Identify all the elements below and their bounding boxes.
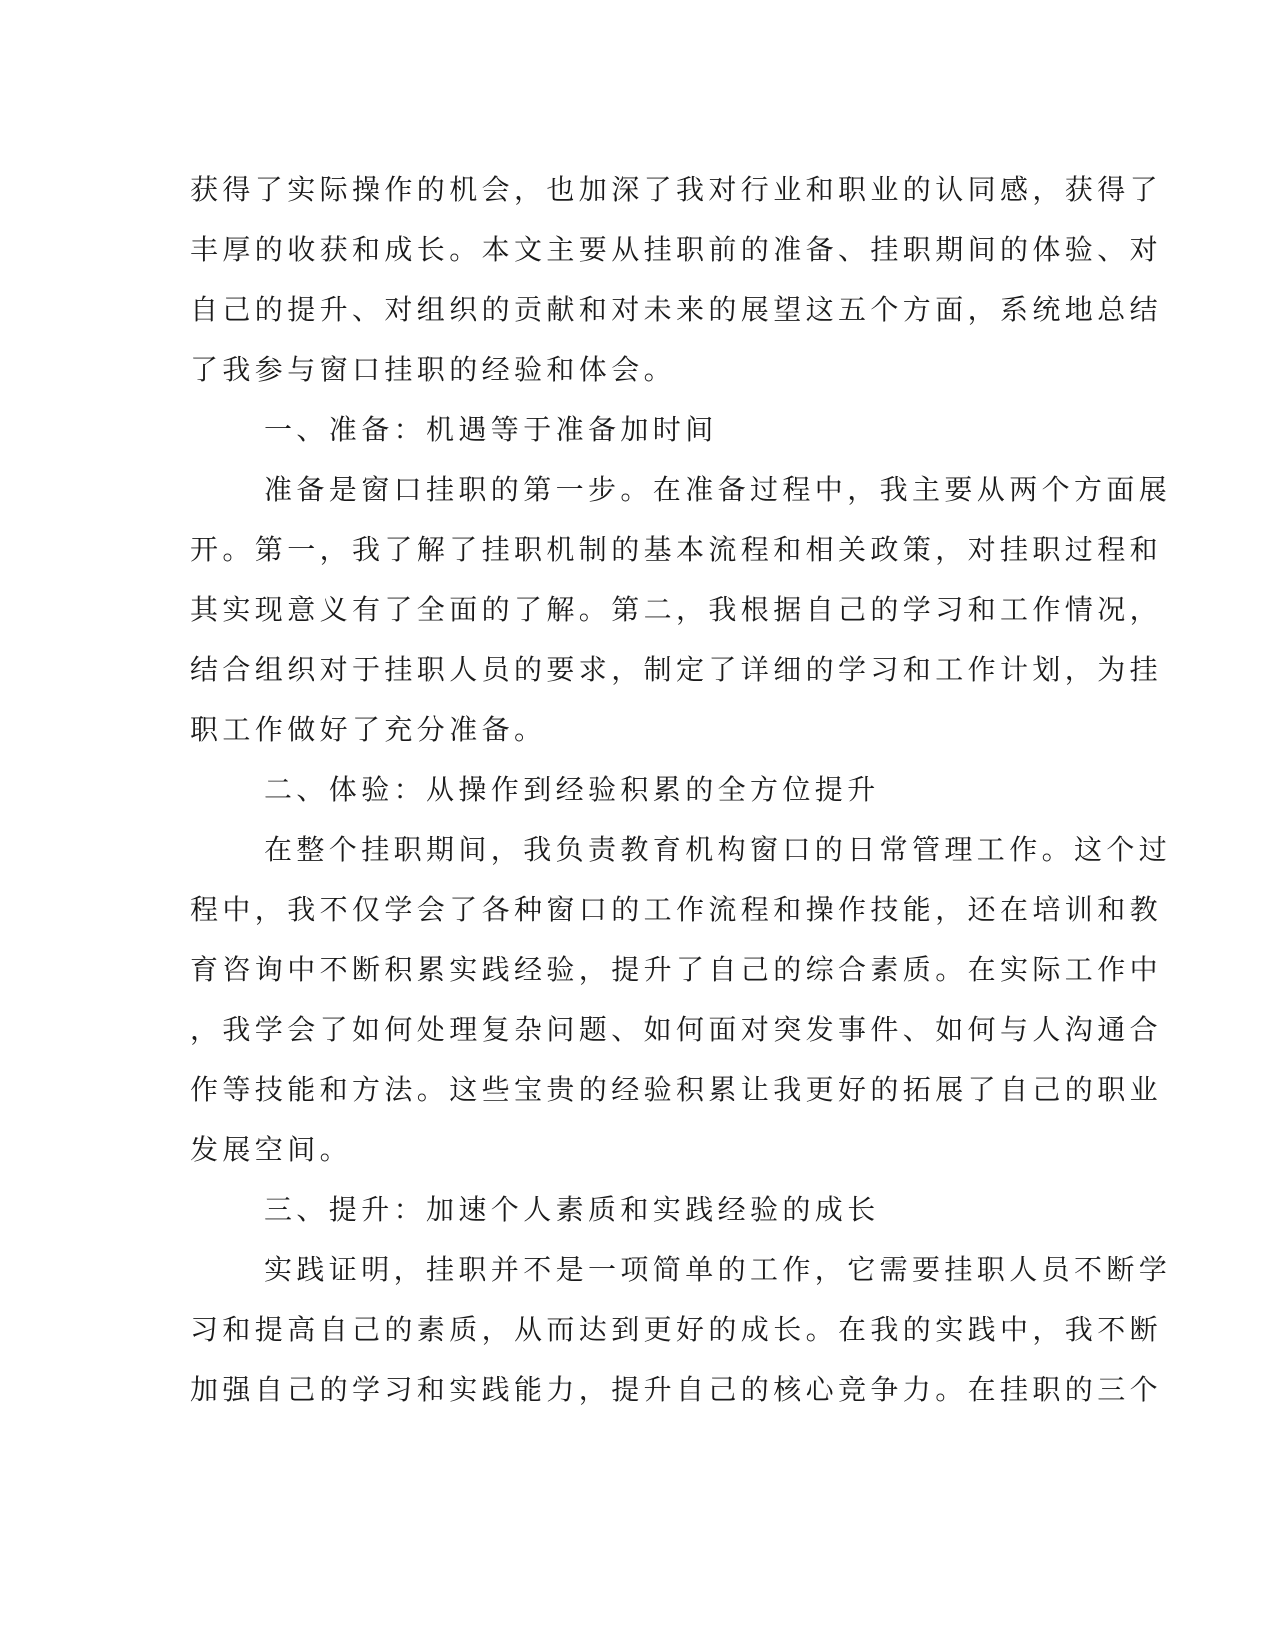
document-body <box>190 160 1172 1420</box>
section-heading: 一、准备：机遇等于准备加时间 <box>264 413 718 446</box>
text-line: 了我参与窗口挂职的经验和体会。 <box>190 353 677 386</box>
text-line: 开。第一，我了解了挂职机制的基本流程和相关政策，对挂职过程和 <box>190 533 1163 566</box>
section-heading: 二、体验：从操作到经验积累的全方位提升 <box>264 773 880 806</box>
section-heading: 三、提升：加速个人素质和实践经验的成长 <box>264 1193 880 1226</box>
text-line: 发展空间。 <box>190 1133 353 1166</box>
text-line: 获得了实际操作的机会，也加深了我对行业和职业的认同感，获得了 <box>190 173 1163 206</box>
text-line: 加强自己的学习和实践能力，提升自己的核心竞争力。在挂职的三个 <box>190 1373 1163 1406</box>
text-line: 丰厚的收获和成长。本文主要从挂职前的准备、挂职期间的体验、对 <box>190 233 1163 266</box>
text-line: 结合组织对于挂职人员的要求，制定了详细的学习和工作计划，为挂 <box>190 653 1163 686</box>
text-line: 准备是窗口挂职的第一步。在准备过程中，我主要从两个方面展 <box>264 473 1172 506</box>
text-line: ，我学会了如何处理复杂问题、如何面对突发事件、如何与人沟通合 <box>190 1013 1163 1046</box>
text-line: 实践证明，挂职并不是一项简单的工作，它需要挂职人员不断学 <box>264 1253 1172 1286</box>
text-line: 在整个挂职期间，我负责教育机构窗口的日常管理工作。这个过 <box>264 833 1172 866</box>
text-line: 程中，我不仅学会了各种窗口的工作流程和操作技能，还在培训和教 <box>190 893 1163 926</box>
text-line: 作等技能和方法。这些宝贵的经验积累让我更好的拓展了自己的职业 <box>190 1073 1163 1106</box>
text-line: 习和提高自己的素质，从而达到更好的成长。在我的实践中，我不断 <box>190 1313 1163 1346</box>
text-line: 其实现意义有了全面的了解。第二，我根据自己的学习和工作情况， <box>190 593 1163 626</box>
text-line: 自己的提升、对组织的贡献和对未来的展望这五个方面，系统地总结 <box>190 293 1163 326</box>
text-line: 育咨询中不断积累实践经验，提升了自己的综合素质。在实际工作中 <box>190 953 1163 986</box>
text-line: 职工作做好了充分准备。 <box>190 713 547 746</box>
